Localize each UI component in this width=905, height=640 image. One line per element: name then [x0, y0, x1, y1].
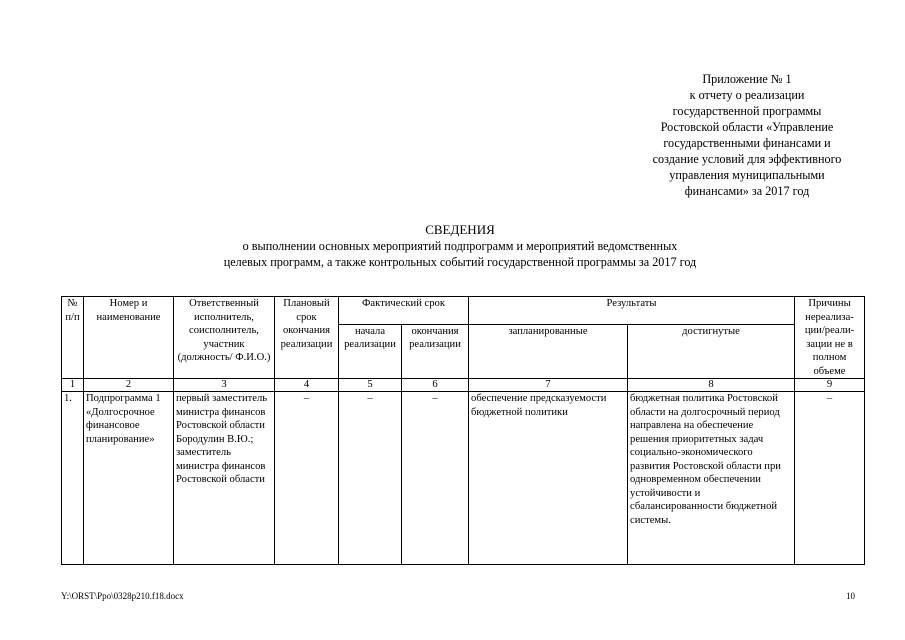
row-reasons: – — [795, 392, 865, 565]
row-responsible: первый заместитель министра финансов Ростовской области Бородулин В.Ю.; заместитель министра финансов Ростовской области — [174, 392, 275, 565]
row-achieved-results: бюджетная политика Ростовской области на долгосрочный период направлена на обеспечение решения приоритетных задач социально-экономического развития Ростовской области при одновременном обеспечении устойчивости и сбалансированности бюджетной системы. — [628, 392, 795, 565]
row-actual-start: – — [339, 392, 402, 565]
header-name: Номер и наименование — [84, 297, 174, 379]
row-actual-end: – — [402, 392, 469, 565]
header-achieved-results: достигнутые — [628, 324, 795, 378]
column-number: 3 — [174, 379, 275, 392]
column-number: 4 — [275, 379, 339, 392]
appendix-line: Ростовской области «Управление — [660, 120, 834, 134]
header-responsible: Ответственный исполнитель, соисполнитель, участник (должность/ Ф.И.О.) — [174, 297, 275, 379]
page-number: 10 — [846, 591, 855, 601]
appendix-line: государственными финансами и — [663, 136, 831, 150]
footer-file-path: Y:\ORST\Ppo\0328p210.f18.docx — [61, 591, 184, 601]
row-name: Подпрограмма 1 «Долгосрочное финансовое планирование» — [84, 392, 174, 565]
header-reasons: Причины нереализа-ции/реали-зации не в полном объеме — [795, 297, 865, 379]
header-actual-deadline: Фактический срок — [339, 297, 469, 325]
header-num: № п/п — [62, 297, 84, 379]
title-line-1: о выполнении основных мероприятий подпрограмм и мероприятий ведомственных — [242, 239, 678, 253]
header-actual-end: окончания реализации — [402, 324, 469, 378]
appendix-line: создание условий для эффективного — [652, 152, 842, 166]
report-table — [61, 296, 865, 565]
row-planned-results: обеспечение предсказуемости бюджетной политики — [469, 392, 628, 565]
document-title — [150, 221, 770, 270]
appendix-line: управления муниципальными — [669, 168, 825, 182]
table-row — [62, 392, 865, 565]
column-number: 7 — [469, 379, 628, 392]
appendix-line: к отчету о реализации — [689, 88, 805, 102]
column-number: 9 — [795, 379, 865, 392]
column-number: 5 — [339, 379, 402, 392]
header-planned-results: запланированные — [469, 324, 628, 378]
row-planned-deadline: – — [275, 392, 339, 565]
appendix-line: Приложение № 1 — [702, 72, 792, 86]
column-number: 1 — [62, 379, 84, 392]
title-line-2: целевых программ, а также контрольных событий государственной программы за 2017 год — [223, 255, 697, 269]
column-number: 8 — [628, 379, 795, 392]
appendix-line: финансами» за 2017 год — [684, 184, 810, 198]
column-number-row — [62, 379, 865, 392]
column-number: 2 — [84, 379, 174, 392]
header-planned-deadline: Плановый срок окончания реализации — [275, 297, 339, 379]
header-actual-start: начала реализации — [339, 324, 402, 378]
appendix-line: государственной программы — [672, 104, 822, 118]
appendix-header — [612, 71, 882, 199]
column-number: 6 — [402, 379, 469, 392]
title-main: СВЕДЕНИЯ — [425, 222, 495, 237]
header-results: Результаты — [469, 297, 795, 325]
row-num: 1. — [62, 392, 84, 565]
